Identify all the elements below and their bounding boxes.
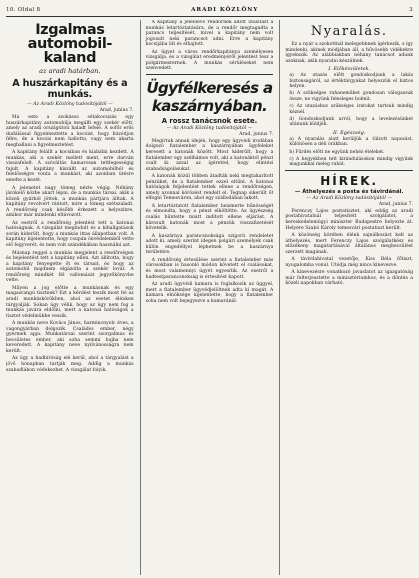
news-dateline: Arad, junius 7. [378,201,414,207]
paragraph: A letartóztatott fiatalember beismerte bűnösségét és elmondta, hogy a pénzt elköltötte. Az ügyészség csalás bűntette miatt indított ellene eljárást. A károsult katonák most a pénzük visszafizetését követelik. [145,203,274,232]
paragraph: A kaszárnya parancsnoksága szigorú rendeletet adott ki, amely szerint idegen polgári személyek csak külön engedéllyel léphetnek be a kaszárnya területére. [145,233,274,256]
paragraph: A katonák közül többen átadták neki megtakarított pénzüket, de a fiatalember ezzel eltűnt. A katonai hatóságok feljelentést tettek ellene a rendőrségen, amely azonnal körözést rendelt el. Tegnap sikerült őt elfogni Temesváron, ahol egy szállodában lakott. [145,174,274,202]
article-headline: Nyaralás. [310,24,388,39]
article-byline: — Az Aradi Közlöny tudósítójától — [166,125,253,131]
paragraph: A kinevezésre vonatkozó javaslatot az igazgatóság már felterjesztette a minisztériumhoz, és a döntés a közeli napokban várható. [285,270,414,287]
article-subheadline: az aradi határban. [39,67,101,75]
page-label-left: 10. Oldal 8 [6,7,41,13]
list-item: c) A hegyekben tett kirándulásokon mindig vigyünk magunkkal meleg ruhát. [289,157,414,168]
columns [6,20,413,575]
paragraph: A közönség körében élénk sajnálkozást kelt az áthelyezés, mert Ferenczy Lajos szolgálatkész és előzékeny magatartásával általános megbecsülést szerzett magának. [285,233,414,255]
article-headline: Ügyfélkeresés a kaszárnyában. [146,78,273,115]
list-item: d) Gondoskodjunk arról, hogy a levelezésünket utánunk küldjék. [289,117,414,128]
column-3 [279,20,413,575]
list-item: b) Fürdés előtt ne együnk nehéz ételeket. [289,149,385,155]
column-2 [140,20,274,575]
paragraph: A munkás neve Kovács János, harmincnyolc éves, a vagongyárban dolgozik. Családos ember, négy gyermek apja. Munkatársai szerint szorgalmas és becsületes ember, aki soha semmi bajba nem keveredett. A kapitány neve nyilvánosságra nem került. [6,321,134,354]
article-dateline: Arad, junius 7. [99,108,134,113]
paragraph: Az ügy a hadbíróság elé kerül, ahol a tárgyalást a jövő hónapban tartják meg. Addig a munkás szabadlábon védekezhet. A vizsgálat folyik. [6,356,134,373]
list-item: b) A szükséges ruhaneműket gondosan válogassuk össze, ne vigyünk felesleges holmit. [289,91,414,102]
paragraph: Ez a nyár a szokottnál melegebbnek ígérkezik, s így mindenki, akinek módjában áll, a hűvösebb vidékekre igyekszik. Az alábbiakban néhány tanácsot adunk azoknak, akik nyaralni készülnek. [285,42,414,64]
paragraph: Ferenczy Lajos postatisztet, aki eddig az aradi postahivatalnál teljesített szolgálatot, a kereskedelemügyi miniszter Budapestre helyezte át. Helyére Szabó Károly temesvári postatiszt került. [285,208,414,231]
list-item: c) Az utazáshoz szükséges iratokat tartsuk mindig kéznél. [289,104,414,115]
paragraph: A rendőrség értesülése szerint a fiatalember más városokban is hasonló módon követett el csalásokat, és most valamennyi ügyét egyesítik. Az esetről a hadtestparancsnokság is értesítést kapott. [145,257,274,280]
article-headline: Izgalmas automobil-kaland [27,22,113,66]
article-section-title: A huszárkapitány és a munkás. [12,78,128,100]
news-byline: — Az Aradi Közlöny tudósítójától — [306,195,393,201]
divider [146,74,274,75]
article-section-title: A rossz tanácsnok esete. [161,116,258,125]
paragraph: Az aradi ügyvédi kamara is foglalkozik az üggyel, mert a fiatalember ügyvédjelöltnek adta ki magát. A kamara elnöksége kijelentette, hogy a fiatalember soha nem volt bejegyezve a kamaránál. [145,282,274,304]
article-byline: — Az Aradi Közlöny tudósítójától — [26,102,113,107]
paragraph: Az esetről a rendőrség jelentést tett a katonai hatóságnak. A vizsgálat megindult és a kihallgatások során kiderült, hogy a munkás ittas állapotban volt. A kapitány kijelentette, hogy csupán önvédelemből vette elő fegyverét, és nem volt szándékában használni azt. [6,220,134,249]
paragraph: Milyen a jog előtte a munkásnak és egy magasrangú tisztnek? Ezt a kérdést teszik most fel az aradi munkáskörökben, ahol az esetet élénken tárgyalják. Sokan úgy vélik, hogy az ügy nem fog a munkás javára eldőlni, mert a katonai hatóságok a tisztet védelmükbe veszik. [6,285,134,319]
paragraph: Megírtuk annak idején, hogy egy ügyvédi irodában dolgozó fiatalember a kaszárnyában ügyfeleket keresett a katonák között. Most kiderült, hogy a fiatalember egy szélhámos volt, aki a katonáktól pénzt csalt ki azzal az ígérettel, hogy elintézi szabadságolásukat. [145,138,274,172]
masthead [6,5,413,17]
news-section-title: HÍREK. [320,173,379,188]
paragraph: Az ügyet a város rendőrkapitánya személyesen vizsgálja, és a vizsgálat eredményéről jelentést tesz a polgármesternek. A munkás sérüléseket nem szenvedett. [145,49,274,72]
list-item: a) Az utazás előtt gondoskodjunk a lakás biztonságáról, az értéktárgyakat helyezzük el biztos helyen. [289,73,414,89]
news-headline: — Áthelyezés a posta és távirdánál. [294,188,404,195]
paragraph: Másnap reggel a munkás megjelent a rendőrségen és bejelentést tett a kapitány ellen. Azt állította, hogy a kapitány fenyegette őt és társait, és hogy az automobil majdnem elgázolta a szekér lovát. A rendőrség mindkét fél vallomását jegyzőkönyvbe vette. [6,250,134,284]
column-1 [6,20,134,575]
paragraph: A kapitány felállt a kocsiban és kiabálni kezdett. A munkás, aki a szekér mellett ment, erre durván visszafelelt. A szóváltás hamarosan tettlegességig fajult. A kapitány kiszállt az automobilból és felelősségre vonta a munkást, aki azonban ütésre emelte a kezét. [6,150,134,184]
newspaper-title: ARADI KÖZLÖNY [191,7,259,13]
paragraph: A jelenetet nagy tömeg nézte végig. Néhány járókelő közbe akart lépni, de a munkás társai, akik a közeli gyárból jöttek, a munkás pártjára álltak. A kapitány revolvert rántott, mire a tömeg szétszaladt. A rendőrség csak később érkezett a helyszínre, amikor már mindenki eltávozott. [6,185,134,219]
paragraph: A kapitány a jelenlévő rendőrnek adott utasítást a munkás letartóztatására, de a rendőr megtagadta a parancs teljesítését, mivel a kapitány nem volt jogosult neki parancsot adni. Erre a kapitány kocsijába ült és elhajtott. [145,20,274,48]
page-number: 3 [409,7,413,13]
divider [285,170,413,171]
paragraph: A távírdahivatal vezetője, Kiss Béla főtiszt, nyugalomba vonul. Utódja még nincs kinevezve. [285,257,414,268]
paragraph: Ma este a szokásos sétakocsizás egy huszárkapitány automobilja megállt egy szekér előtt, amely az aradi országúton haladt lefelé. A sofőr erős dudálással figyelmeztette a kocsist, hogy húzódjon félre, de a kocsis nem hallotta, vagy nem akarta meghallani a figyelmeztetést. [6,115,134,148]
section-title: I. Előkészületek. [328,66,371,73]
section-title: II. Egészség. [332,129,366,136]
list-item: a) A nyaralás alatt kerüljük a túlzott napozást, különösen a déli órákban. [289,136,414,148]
article-dateline: Arad, junius 7. [239,131,274,137]
